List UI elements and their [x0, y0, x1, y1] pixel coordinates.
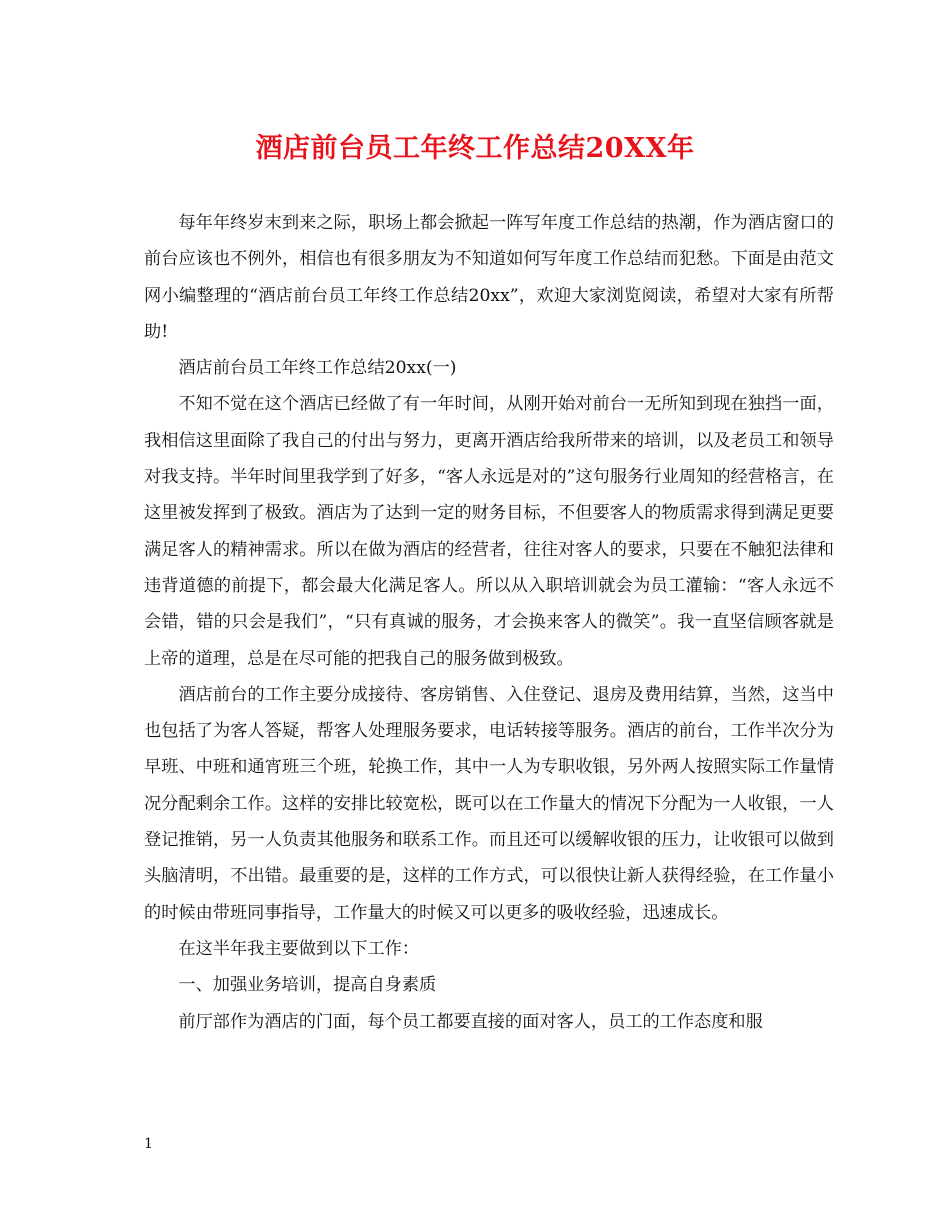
- paragraph-front-office: 前厅部作为酒店的门面，每个员工都要直接的面对客人，员工的工作态度和服: [178, 1011, 763, 1032]
- document-title: 酒店前台员工年终工作总结20XX年: [255, 133, 695, 164]
- paragraph-work-list-intro: 在这半年我主要做到以下工作：: [178, 938, 420, 959]
- paragraph-front-desk-duties: 酒店前台的工作主要分成接待、客房销售、入住登记、退房及费用结算，当然，这当中也包括了为客人答疑，帮客人处理服务要求，电话转接等服务。酒店的前台，工作半次分为早班、中班和通宵班三个班，轮换工作，其中一人为专职收银，另外两人按照实际工作量情况分配剩余工作。这样的安排比较宽松，既可以在工作量大的情况下分配为一人收银，一人登记推销，另一人负责其他服务和联系工作。而且还可以缓解收银的压力，让收银可以做到头脑清明，不出错。最重要的是，这样的工作方式，可以很快让新人获得经验，在工作量小的时候由带班同事指导，工作量大的时候又可以更多的吸收经验，迅速成长。: [144, 684, 834, 923]
- paragraph-intro: 每年年终岁末到来之际，职场上都会掀起一阵写年度工作总结的热潮，作为酒店窗口的前台应该也不例外，相信也有很多朋友为不知道如何写年度工作总结而犯愁。下面是由范文网小编整理的“酒店前台员工年终工作总结20xx”，欢迎大家浏览阅读，希望对大家有所帮助!: [144, 213, 834, 342]
- page-number: 1: [144, 1136, 153, 1152]
- section-heading: 酒店前台员工年终工作总结20xx(一): [178, 358, 457, 379]
- subheading-training: 一、加强业务培训，提高自身素质: [178, 975, 437, 996]
- paragraph-experience: 不知不觉在这个酒店已经做了有一年时间，从刚开始对前台一无所知到现在独挡一面，我相信这里面除了我自己的付出与努力，更离开酒店给我所带来的培训，以及老员工和领导对我支持。半年时间里我学到了好多，“客人永远是对的”这句服务行业周知的经营格言，在这里被发挥到了极致。酒店为了达到一定的财务目标，不但要客人的物质需求得到满足更要满足客人的精神需求。所以在做为酒店的经营者，往往对客人的要求，只要在不触犯法律和违背道德的前提下，都会最大化满足客人。所以从入职培训就会为员工灌输：“客人永远不会错，错的只会是我们”，“只有真诚的服务，才会换来客人的微笑”。我一直坚信顾客就是上帝的道理，总是在尽可能的把我自己的服务做到极致。: [144, 394, 834, 669]
- document-body: [144, 205, 834, 1040]
